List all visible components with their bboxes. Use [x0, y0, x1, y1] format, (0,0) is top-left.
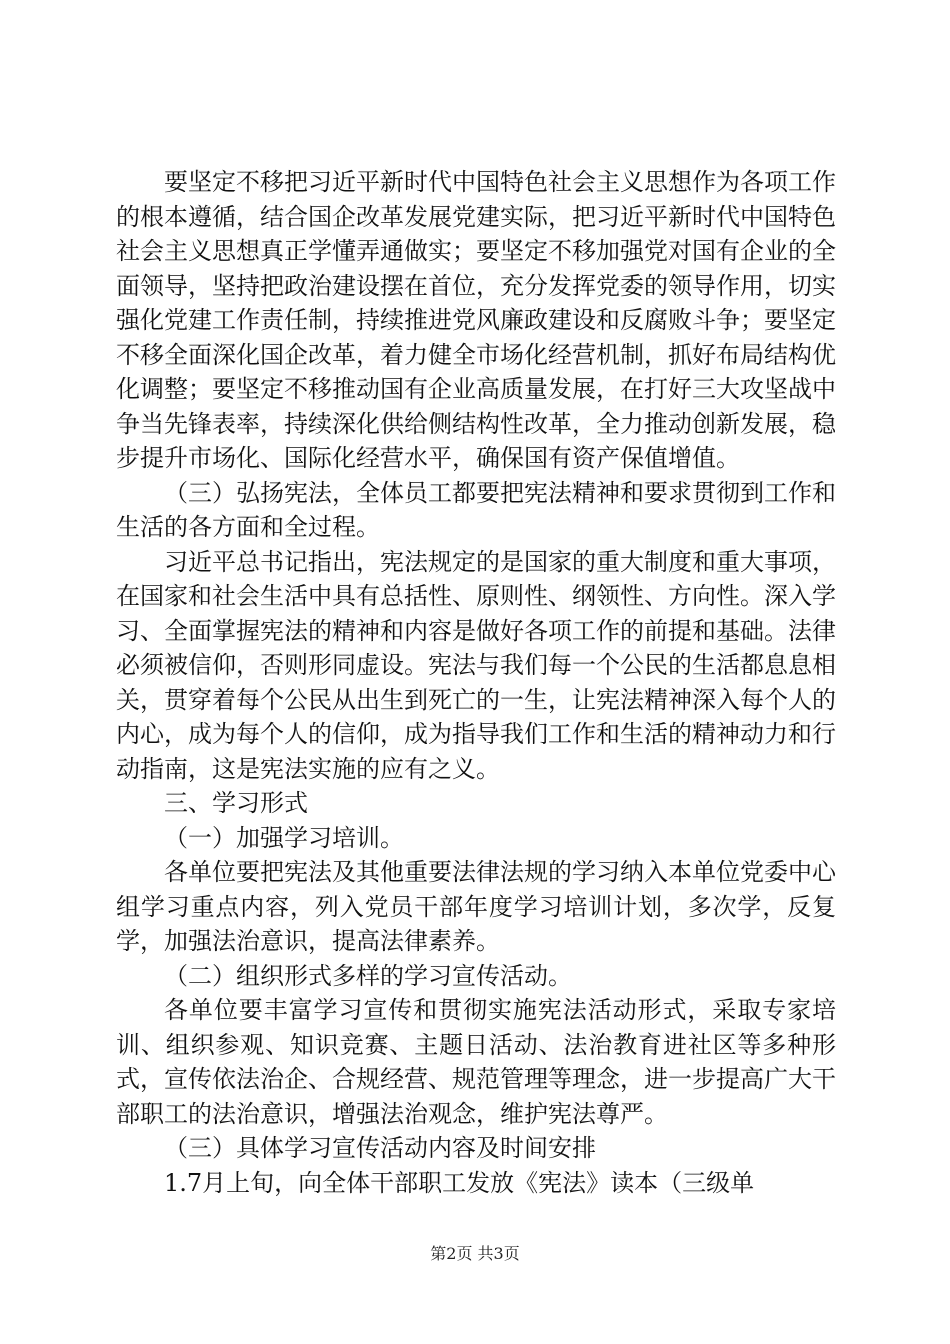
paragraph-3: 习近平总书记指出，宪法规定的是国家的重大制度和重大事项，在国家和社会生活中具有总括性、原则性、纲领性、方向性。深入学习、全面掌握宪法的精神和内容是做好各项工作的前提和基础。法律必须被信仰，否则形同虚设。宪法与我们每一个公民的生活都息息相关，贯穿着每个公民从出生到死亡的一生，让宪法精神深入每个人的内心，成为每个人的信仰，成为指导我们工作和生活的精神动力和行动指南，这是宪法实施的应有之义。 — [116, 547, 836, 783]
paragraph-10: 1.7月上旬，向全体干部职工发放《宪法》读本（三级单 — [164, 1168, 755, 1197]
page-footer: 第2页 共3页 — [430, 1244, 520, 1263]
paragraph-6: 各单位要把宪法及其他重要法律法规的学习纳入本单位党委中心组学习重点内容，列入党员干部年度学习培训计划，多次学，反复学，加强法治意识，提高法律素养。 — [116, 858, 836, 955]
paragraph-8: 各单位要丰富学习宣传和贯彻实施宪法活动形式，采取专家培训、组织参观、知识竞赛、主题日活动、法治教育进社区等多种形式，宣传依法治企、合规经营、规范管理等理念，进一步提高广大干部职工的法治意识，增强法治观念，维护宪法尊严。 — [116, 996, 836, 1128]
section-heading: 三、学习形式 — [164, 789, 308, 817]
paragraph-9: （三）具体学习宣传活动内容及时间安排 — [164, 1134, 596, 1162]
paragraph-2: （三）弘扬宪法，全体员工都要把宪法精神和要求贯彻到工作和生活的各方面和全过程。 — [116, 478, 836, 541]
paragraph-5: （一）加强学习培训。 — [164, 823, 404, 852]
document-body — [116, 165, 836, 1200]
paragraph-7: （二）组织形式多样的学习宣传活动。 — [164, 961, 572, 990]
paragraph-1: 要坚定不移把习近平新时代中国特色社会主义思想作为各项工作的根本遵循，结合国企改革发展党建实际，把习近平新时代中国特色社会主义思想真正学懂弄通做实；要坚定不移加强党对国有企业的全面领导，坚持把政治建设摆在首位，充分发挥党委的领导作用，切实强化党建工作责任制，持续推进党风廉政建设和反腐败斗争；要坚定不移全面深化国企改革，着力健全市场化经营机制，抓好布局结构优化调整；要坚定不移推动国有企业高质量发展，在打好三大攻坚战中争当先锋表率，持续深化供给侧结构性改革，全力推动创新发展，稳步提升市场化、国际化经营水平，确保国有资产保值增值。 — [116, 168, 836, 472]
